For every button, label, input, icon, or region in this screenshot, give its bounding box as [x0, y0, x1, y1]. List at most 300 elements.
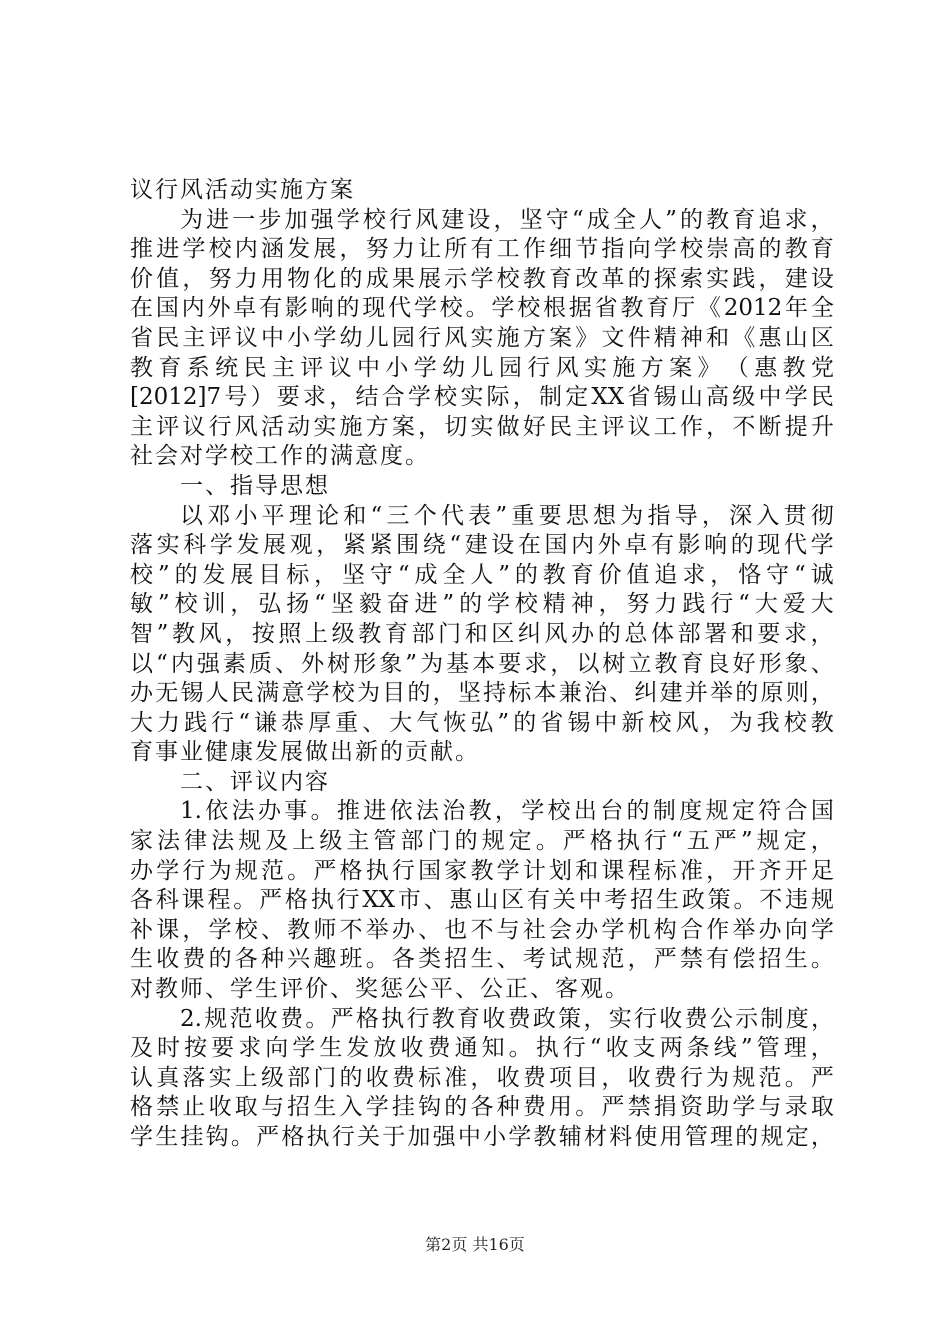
- glyph: 出: [330, 739, 353, 766]
- glyph: 国: [544, 532, 568, 559]
- glyph: 学: [653, 236, 677, 263]
- glyph: ”: [442, 591, 455, 618]
- glyph: 并: [684, 680, 708, 707]
- glyph: 行: [391, 857, 415, 884]
- glyph: 探: [653, 265, 677, 292]
- glyph: 主: [182, 324, 206, 351]
- glyph: 构: [653, 916, 677, 943]
- glyph: 大: [130, 709, 153, 736]
- glyph: 让: [418, 236, 442, 263]
- glyph: 推: [130, 236, 153, 263]
- glyph: 校: [547, 798, 571, 825]
- text-line: [130, 916, 834, 946]
- glyph: 实: [208, 1064, 232, 1091]
- glyph: 要: [757, 620, 781, 647]
- text-line: [130, 679, 834, 709]
- glyph: 》: [697, 354, 721, 381]
- glyph: 招: [287, 1094, 311, 1121]
- glyph: 深: [729, 502, 753, 529]
- glyph: 收: [254, 1005, 278, 1032]
- glyph: 育: [158, 354, 182, 381]
- glyph: 重: [511, 502, 535, 529]
- glyph: 准: [444, 1064, 468, 1091]
- glyph: 范: [229, 1005, 253, 1032]
- glyph: “: [449, 532, 462, 559]
- glyph: 费: [280, 1005, 304, 1032]
- glyph: 力: [234, 265, 258, 292]
- glyph: 工: [653, 413, 677, 440]
- glyph: 议: [627, 413, 651, 440]
- glyph: ，: [710, 561, 734, 588]
- glyph: 进: [414, 591, 438, 618]
- glyph: 目: [575, 1064, 599, 1091]
- glyph: 举: [365, 916, 389, 943]
- glyph: 上: [234, 1064, 258, 1091]
- glyph: 规: [705, 798, 729, 825]
- glyph: 照: [278, 620, 302, 647]
- glyph: 精: [653, 324, 677, 351]
- glyph: 据: [568, 295, 592, 322]
- glyph: 响: [310, 295, 334, 322]
- glyph: 民: [156, 324, 180, 351]
- glyph: 学: [230, 976, 253, 1003]
- glyph: ，: [550, 650, 574, 677]
- glyph: 的: [627, 265, 651, 292]
- glyph: 紧: [342, 532, 366, 559]
- glyph: 执: [616, 828, 640, 855]
- glyph: 教: [810, 709, 834, 736]
- glyph: ，: [339, 236, 363, 263]
- glyph: 纠: [634, 680, 658, 707]
- glyph: 施: [339, 413, 363, 440]
- glyph: 学: [182, 236, 206, 263]
- glyph: 收: [156, 946, 180, 973]
- glyph: 正: [505, 976, 528, 1003]
- glyph: 治: [583, 680, 607, 707]
- glyph: 学: [336, 206, 360, 233]
- glyph: 发: [255, 739, 278, 766]
- glyph: 的: [407, 680, 431, 707]
- glyph: 内: [234, 236, 258, 263]
- glyph: 偿: [732, 946, 756, 973]
- text-line: [130, 857, 834, 887]
- glyph: ，: [810, 828, 834, 855]
- glyph: 有: [650, 532, 674, 559]
- glyph: 依: [389, 798, 413, 825]
- glyph: 根: [543, 295, 566, 322]
- text-line: [130, 1064, 834, 1094]
- glyph: 试: [549, 946, 572, 973]
- glyph: 及: [130, 1035, 153, 1062]
- glyph: 程: [207, 887, 231, 914]
- glyph: 不: [732, 413, 756, 440]
- glyph: 收: [627, 1064, 651, 1091]
- glyph: ，: [316, 532, 340, 559]
- glyph: 作: [706, 916, 730, 943]
- glyph: 标: [508, 680, 532, 707]
- glyph: 观: [289, 532, 313, 559]
- glyph: 趣: [313, 946, 337, 973]
- glyph: 班: [339, 946, 363, 973]
- glyph: 事: [284, 798, 308, 825]
- glyph: 区: [501, 887, 525, 914]
- glyph: 育: [732, 206, 756, 233]
- glyph: ”: [157, 591, 170, 618]
- glyph: 类: [418, 946, 442, 973]
- glyph: 教: [522, 265, 546, 292]
- glyph: 形: [758, 650, 782, 677]
- glyph: 进: [156, 236, 180, 263]
- glyph: 与: [260, 1094, 284, 1121]
- glyph: 学: [130, 1124, 153, 1150]
- glyph: 政: [681, 887, 705, 914]
- glyph: 强: [196, 650, 220, 677]
- glyph: 园: [498, 354, 522, 381]
- glyph: 象: [784, 650, 808, 677]
- glyph: 弘: [258, 591, 282, 618]
- glyph: 训: [202, 591, 226, 618]
- glyph: ，: [706, 413, 730, 440]
- glyph: 山: [475, 887, 499, 914]
- glyph: 规: [204, 1005, 228, 1032]
- glyph: 生: [255, 976, 278, 1003]
- glyph: 范: [260, 857, 284, 884]
- glyph: 学: [208, 916, 232, 943]
- glyph: ，: [810, 1035, 834, 1062]
- glyph: 要: [538, 502, 562, 529]
- glyph: 神: [570, 591, 594, 618]
- glyph: 不: [470, 916, 494, 943]
- glyph: 进: [363, 798, 387, 825]
- glyph: 理: [710, 1124, 734, 1150]
- glyph: 严: [601, 1094, 625, 1121]
- glyph: ，: [598, 591, 622, 618]
- glyph: 三: [386, 502, 410, 529]
- glyph: 方: [640, 354, 664, 381]
- glyph: 定: [785, 1124, 809, 1150]
- glyph: 索: [679, 265, 703, 292]
- glyph: 。: [310, 798, 334, 825]
- glyph: 有: [526, 887, 550, 914]
- glyph: 条: [686, 1035, 710, 1062]
- glyph: 足: [810, 857, 834, 884]
- glyph: 物: [287, 265, 311, 292]
- glyph: 大: [810, 591, 834, 618]
- glyph: 生: [784, 946, 808, 973]
- glyph: 、: [455, 976, 478, 1003]
- glyph: 平: [430, 976, 453, 1003]
- glyph: 体: [650, 620, 674, 647]
- glyph: 学: [508, 1124, 532, 1150]
- glyph: 各: [234, 946, 258, 973]
- glyph: 案: [391, 413, 415, 440]
- glyph: 教: [533, 1124, 557, 1150]
- glyph: 法: [211, 828, 235, 855]
- glyph: 门: [313, 1064, 337, 1091]
- glyph: 高: [732, 236, 756, 263]
- glyph: 加: [407, 1124, 431, 1150]
- text-line: [130, 383, 834, 413]
- glyph: 课: [156, 916, 180, 943]
- glyph: ，: [810, 1124, 834, 1150]
- glyph: 上: [292, 828, 316, 855]
- glyph: 育: [646, 295, 670, 322]
- glyph: 的: [730, 532, 754, 559]
- glyph: 要: [211, 1035, 235, 1062]
- glyph: 种: [496, 1094, 520, 1121]
- glyph: 考: [522, 946, 546, 973]
- glyph: 主: [271, 354, 295, 381]
- glyph: 意: [281, 680, 305, 707]
- glyph: 办: [130, 680, 153, 707]
- glyph: 规: [481, 828, 505, 855]
- glyph: 定: [565, 384, 589, 411]
- glyph: 外: [597, 532, 621, 559]
- glyph: 代: [440, 502, 464, 529]
- glyph: 与: [496, 916, 520, 943]
- glyph: 定: [783, 828, 807, 855]
- glyph: 议: [234, 324, 258, 351]
- glyph: 学: [156, 857, 180, 884]
- glyph: 则: [785, 680, 809, 707]
- glyph: 教: [431, 1005, 455, 1032]
- text-line: [130, 827, 834, 857]
- glyph: 基: [446, 650, 470, 677]
- text-line: [130, 413, 834, 443]
- glyph: 建: [464, 532, 488, 559]
- glyph: 影: [677, 532, 701, 559]
- glyph: 法: [415, 798, 439, 825]
- glyph: 行: [389, 206, 412, 233]
- glyph: 本: [472, 650, 496, 677]
- glyph: 育: [384, 620, 408, 647]
- glyph: 种: [260, 946, 284, 973]
- text-line: [130, 176, 834, 206]
- glyph: 生: [319, 1035, 343, 1062]
- glyph: 全: [810, 295, 834, 322]
- glyph: 市: [397, 887, 421, 914]
- glyph: 理: [783, 1035, 807, 1062]
- glyph: 费: [391, 1064, 415, 1091]
- glyph: ，: [182, 265, 206, 292]
- glyph: 谦: [254, 709, 277, 736]
- glyph: 行: [679, 1064, 703, 1091]
- glyph: 教: [171, 620, 195, 647]
- glyph: 入: [756, 502, 780, 529]
- glyph: 育: [810, 236, 834, 263]
- glyph: 各: [391, 946, 415, 973]
- glyph: 的: [454, 828, 478, 855]
- glyph: 想: [593, 502, 617, 529]
- text-line: [130, 620, 834, 650]
- glyph: 入: [339, 1094, 363, 1121]
- glyph: 求: [524, 650, 548, 677]
- glyph: 、: [362, 709, 386, 736]
- glyph: 为: [180, 206, 203, 233]
- glyph: 行: [634, 1005, 658, 1032]
- glyph: 满: [330, 443, 353, 470]
- glyph: 幼: [339, 324, 363, 351]
- glyph: 级: [260, 1064, 284, 1091]
- glyph: 各: [130, 887, 153, 914]
- glyph: 升: [810, 413, 834, 440]
- glyph: 力: [654, 591, 678, 618]
- text-line: [130, 945, 834, 975]
- glyph: 设: [810, 265, 834, 292]
- glyph: 评: [280, 976, 303, 1003]
- glyph: 取: [234, 1094, 258, 1121]
- glyph: 平: [261, 502, 285, 529]
- glyph: 加: [284, 206, 308, 233]
- glyph: 公: [480, 976, 503, 1003]
- glyph: 学: [209, 532, 233, 559]
- glyph: 齐: [758, 857, 782, 884]
- text-line: [130, 768, 834, 798]
- glyph: 惩: [380, 976, 403, 1003]
- glyph: 施: [280, 177, 303, 203]
- glyph: ”: [495, 502, 508, 529]
- glyph: 止: [182, 1094, 206, 1121]
- glyph: 校: [174, 591, 198, 618]
- glyph: ，: [432, 680, 456, 707]
- glyph: 求: [303, 384, 326, 411]
- glyph: 依: [205, 798, 229, 825]
- glyph: ，: [182, 916, 206, 943]
- glyph: 费: [427, 1035, 451, 1062]
- glyph: 理: [288, 502, 312, 529]
- glyph: [2012]7: [130, 384, 222, 411]
- glyph: 代: [784, 532, 807, 559]
- glyph: 弘: [470, 709, 494, 736]
- text-line: [130, 442, 834, 472]
- glyph: 准: [679, 857, 703, 884]
- glyph: XX: [362, 887, 396, 914]
- glyph: 收: [605, 1035, 629, 1062]
- glyph: 所: [444, 236, 468, 263]
- glyph: 文: [601, 324, 625, 351]
- glyph: 级: [319, 828, 343, 855]
- glyph: 紧: [369, 532, 393, 559]
- glyph: 用: [659, 1124, 683, 1150]
- glyph: 生: [313, 1094, 337, 1121]
- glyph: 录: [784, 1094, 808, 1121]
- glyph: 、: [423, 887, 447, 914]
- glyph: 我: [756, 709, 780, 736]
- glyph: 学: [486, 591, 510, 618]
- glyph: 落: [130, 532, 153, 559]
- glyph: 育: [549, 265, 572, 292]
- glyph: 举: [710, 680, 734, 707]
- glyph: 为: [706, 1064, 730, 1091]
- glyph: 和: [706, 324, 730, 351]
- glyph: 署: [704, 620, 728, 647]
- glyph: 生: [470, 946, 494, 973]
- glyph: 值: [626, 561, 650, 588]
- glyph: 主: [346, 828, 370, 855]
- glyph: 导: [255, 472, 278, 499]
- glyph: 办: [130, 857, 153, 884]
- glyph: 全: [442, 561, 466, 588]
- glyph: 严: [259, 887, 283, 914]
- glyph: 为: [208, 857, 232, 884]
- glyph: 学: [784, 384, 808, 411]
- glyph: 的: [758, 236, 782, 263]
- glyph: 实: [470, 324, 494, 351]
- glyph: 毅: [358, 591, 382, 618]
- glyph: 发: [346, 1035, 370, 1062]
- glyph: 进: [206, 206, 230, 233]
- glyph: 行: [406, 1005, 430, 1032]
- glyph: 办: [391, 916, 415, 943]
- glyph: “: [370, 502, 383, 529]
- glyph: 结: [355, 384, 379, 411]
- glyph: 小: [385, 354, 409, 381]
- glyph: 开: [732, 857, 756, 884]
- glyph: 兼: [558, 680, 582, 707]
- glyph: 实: [255, 177, 278, 203]
- glyph: 课: [601, 857, 625, 884]
- glyph: “: [397, 561, 410, 588]
- glyph: 要: [498, 650, 522, 677]
- glyph: 议: [130, 177, 153, 203]
- glyph: 费: [684, 1005, 708, 1032]
- glyph: 追: [654, 561, 678, 588]
- glyph: 中: [578, 887, 602, 914]
- glyph: 评: [601, 413, 625, 440]
- glyph: 件: [627, 324, 651, 351]
- glyph: 教: [130, 354, 153, 381]
- glyph: 在: [517, 532, 541, 559]
- glyph: 办: [575, 916, 599, 943]
- glyph: 原: [760, 680, 784, 707]
- glyph: 校: [234, 916, 258, 943]
- glyph: 、: [530, 976, 553, 1003]
- glyph: 助: [706, 1094, 730, 1121]
- glyph: 儿: [365, 324, 389, 351]
- glyph: 行: [710, 591, 734, 618]
- glyph: 办: [571, 620, 595, 647]
- glyph: 项: [549, 1064, 572, 1091]
- glyph: 校: [434, 384, 458, 411]
- glyph: 定: [508, 828, 532, 855]
- glyph: 风: [675, 709, 699, 736]
- glyph: 法: [157, 828, 181, 855]
- glyph: 校: [514, 591, 538, 618]
- glyph: 求: [784, 620, 807, 647]
- glyph: 课: [181, 887, 205, 914]
- glyph: 价: [130, 265, 153, 292]
- glyph: 举: [732, 916, 756, 943]
- glyph: 认: [130, 1064, 153, 1091]
- glyph: 的: [735, 1124, 759, 1150]
- glyph: 。: [287, 857, 311, 884]
- glyph: 费: [507, 1005, 531, 1032]
- glyph: 树: [602, 650, 626, 677]
- glyph: 风: [180, 177, 203, 203]
- glyph: 评: [230, 768, 253, 795]
- glyph: 捐: [653, 1094, 677, 1121]
- glyph: 。: [733, 887, 757, 914]
- glyph: 大: [389, 709, 413, 736]
- glyph: 校: [648, 709, 672, 736]
- glyph: 方: [305, 177, 328, 203]
- glyph: 价: [305, 976, 328, 1003]
- glyph: 主: [575, 413, 599, 440]
- glyph: 议: [328, 354, 352, 381]
- glyph: ”: [740, 828, 753, 855]
- glyph: 两: [659, 1035, 683, 1062]
- glyph: 。: [605, 976, 628, 1003]
